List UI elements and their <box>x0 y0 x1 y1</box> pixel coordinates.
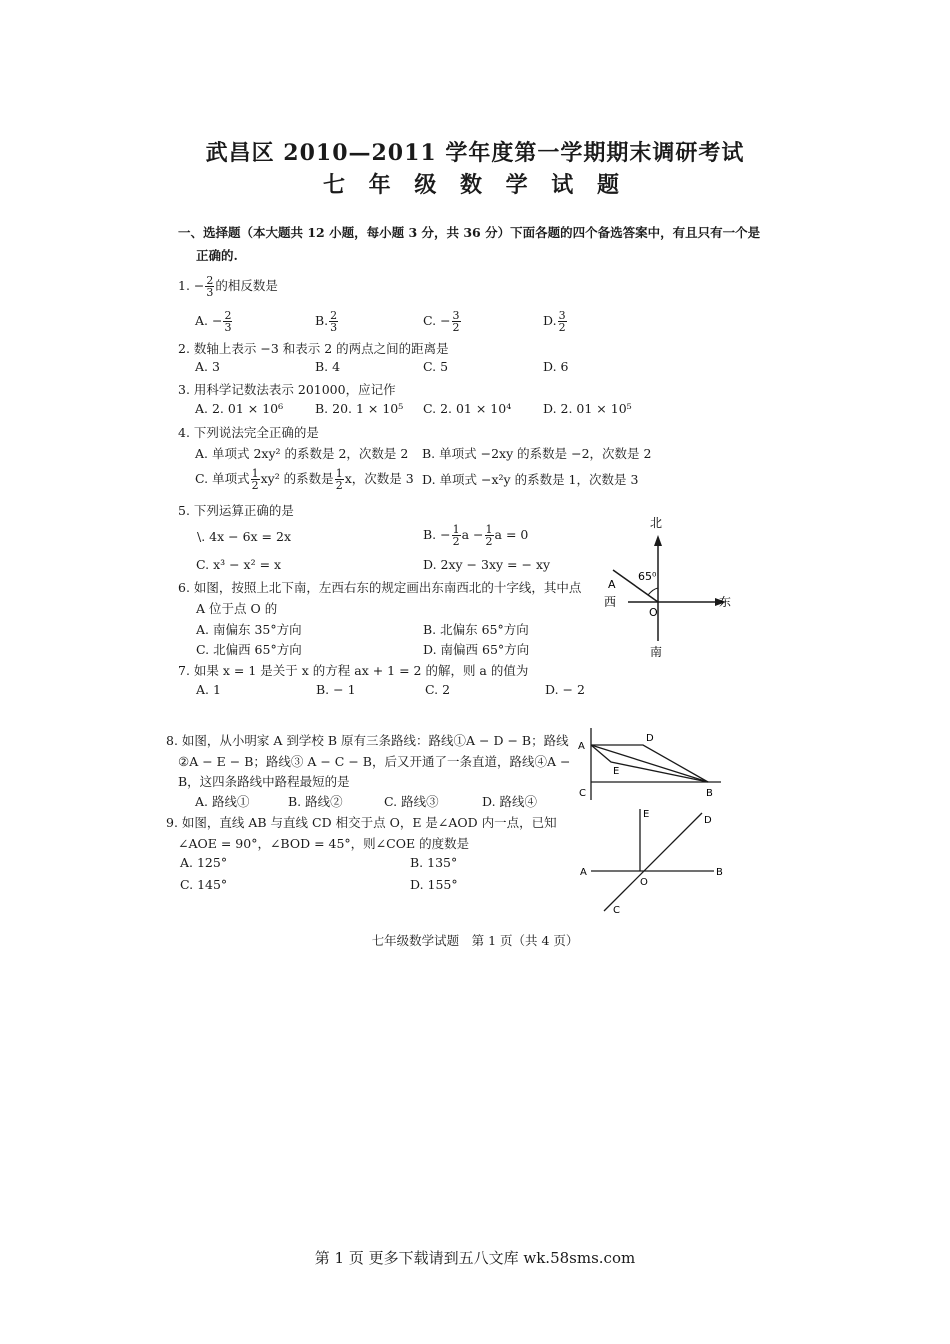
q1-stem: 1. − $\frac{2}{3}$ 的相反数是 <box>178 274 278 299</box>
q9-point-o-label: O <box>640 877 648 888</box>
q6-east-label: 东 <box>719 595 732 609</box>
q4-option-a: A. 单项式 2xy² 的系数是 2，次数是 2 <box>195 446 409 461</box>
q5-stem: 5. 下列运算正确的是 <box>178 503 294 518</box>
section1-heading-line1: 一、选择题（本大题共 12 小题，每小题 3 分，共 36 分）下面各题的四个备选答案中，有且只有一个是 <box>178 225 761 240</box>
q5-option-b: B. − $\frac{1}{2}$ a − $\frac{1}{2}$ a = 0 <box>423 523 529 548</box>
q3-option-b: B. 20. 1 × 10⁵ <box>315 401 404 416</box>
q6-stem-line2: A 位于点 O 的 <box>196 601 278 616</box>
q9-stem-line1: 9. 如图，直线 AB 与直线 CD 相交于点 O，E 是∠AOD 内一点，已知 <box>166 815 557 830</box>
q3-option-c: C. 2. 01 × 10⁴ <box>423 401 512 416</box>
q4-option-d: D. 单项式 −x²y 的系数是 1，次数是 3 <box>422 472 639 487</box>
q8-point-a-label: A <box>578 741 585 752</box>
exam-page-footer: 七年级数学试题 第 1 页（共 4 页） <box>371 933 579 948</box>
q6-option-c: C. 北偏西 65°方向 <box>196 642 302 657</box>
q7-option-b: B. − 1 <box>316 682 356 697</box>
q5-option-a: \. 4x − 6x = 2x <box>197 529 292 544</box>
q2-option-a: A. 3 <box>195 359 220 374</box>
q8-route-figure <box>575 724 725 804</box>
q8-stem-line2: ②A − E − B；路线③ A − C − B，后又开通了一条直道，路线④A − <box>178 754 571 769</box>
q8-stem-line1: 8. 如图，从小明家 A 到学校 B 原有三条路线：路线①A − D − B；路线 <box>166 733 569 748</box>
q4-option-c: C. 单项式 $\frac{1}{2}$ xy² 的系数是 $\frac{1}{2}$ x，次数是 3 <box>195 467 414 492</box>
q9-point-b-label: B <box>716 867 723 878</box>
q9-stem-line2: ∠AOE = 90°，∠BOD = 45°，则∠COE 的度数是 <box>178 836 470 851</box>
q8-point-e-label: E <box>613 766 620 777</box>
q7-stem: 7. 如果 x = 1 是关于 x 的方程 ax + 1 = 2 的解，则 a 的值为 <box>178 663 529 678</box>
q7-option-d: D. − 2 <box>545 682 585 697</box>
q9-point-d-label: D <box>704 815 712 826</box>
exam-subtitle: 七 年 级 数 学 试 题 <box>323 172 627 198</box>
q8-option-c: C. 路线③ <box>384 794 439 809</box>
q3-option-d: D. 2. 01 × 10⁵ <box>543 401 632 416</box>
q9-angle-figure <box>576 805 726 920</box>
q6-north-label: 北 <box>650 516 663 530</box>
q1-fraction: $\frac{2}{3}$ <box>206 274 214 299</box>
q8-option-b: B. 路线② <box>288 794 343 809</box>
q8-point-c-label: C <box>579 788 586 799</box>
q9-point-a-label: A <box>580 867 587 878</box>
q6-option-d: D. 南偏西 65°方向 <box>423 642 530 657</box>
q9-option-d: D. 155° <box>410 877 458 892</box>
q9-point-c-label: C <box>613 905 620 916</box>
q1-option-d: D. $\frac{3}{2}$ <box>543 309 566 334</box>
q6-option-b: B. 北偏东 65°方向 <box>423 622 529 637</box>
site-footer: 第 1 页 更多下载请到五八文库 wk.58sms.com <box>314 1249 636 1267</box>
q2-option-b: B. 4 <box>315 359 341 374</box>
q2-stem: 2. 数轴上表示 −3 和表示 2 的两点之间的距离是 <box>178 341 449 356</box>
q4-option-b: B. 单项式 −2xy 的系数是 −2，次数是 2 <box>422 446 652 461</box>
q6-south-label: 南 <box>650 645 663 659</box>
q3-option-a: A. 2. 01 × 10⁶ <box>195 401 284 416</box>
q6-west-label: 西 <box>604 595 617 609</box>
q1-option-a: A. − $\frac{2}{3}$ <box>195 309 232 334</box>
q8-point-d-label: D <box>646 733 654 744</box>
q9-point-e-label: E <box>643 809 650 820</box>
q6-stem-line1: 6. 如图，按照上北下南，左西右东的规定画出东南西北的十字线，其中点 <box>178 580 582 595</box>
q6-point-o-label: O <box>649 606 658 619</box>
q7-option-c: C. 2 <box>425 682 451 697</box>
q9-option-b: B. 135° <box>410 855 458 870</box>
q2-option-d: D. 6 <box>543 359 569 374</box>
q4-stem: 4. 下列说法完全正确的是 <box>178 425 319 440</box>
q8-option-d: D. 路线④ <box>482 794 538 809</box>
q5-option-c: C. x³ − x² = x <box>196 557 282 572</box>
q1-option-b: B. $\frac{2}{3}$ <box>315 309 338 334</box>
q6-compass-figure <box>598 513 743 663</box>
q3-stem: 3. 用科学记数法表示 201000，应记作 <box>178 382 396 397</box>
q6-angle-label: 65⁰ <box>638 570 657 583</box>
q7-option-a: A. 1 <box>196 682 221 697</box>
q9-option-a: A. 125° <box>180 855 228 870</box>
q8-stem-line3: B，这四条路线中路程最短的是 <box>178 774 350 789</box>
q1-option-c: C. − $\frac{3}{2}$ <box>423 309 460 334</box>
q2-option-c: C. 5 <box>423 359 449 374</box>
q6-option-a: A. 南偏东 35°方向 <box>196 622 302 637</box>
q6-point-a-label: A <box>608 578 616 591</box>
exam-title: 武昌区 2010—2011 学年度第一学期期末调研考试 <box>205 140 745 166</box>
q5-option-d: D. 2xy − 3xy = − xy <box>423 557 551 572</box>
q8-option-a: A. 路线① <box>195 794 250 809</box>
q8-point-b-label: B <box>706 788 713 799</box>
section1-heading-line2: 正确的. <box>196 248 238 263</box>
q9-option-c: C. 145° <box>180 877 228 892</box>
